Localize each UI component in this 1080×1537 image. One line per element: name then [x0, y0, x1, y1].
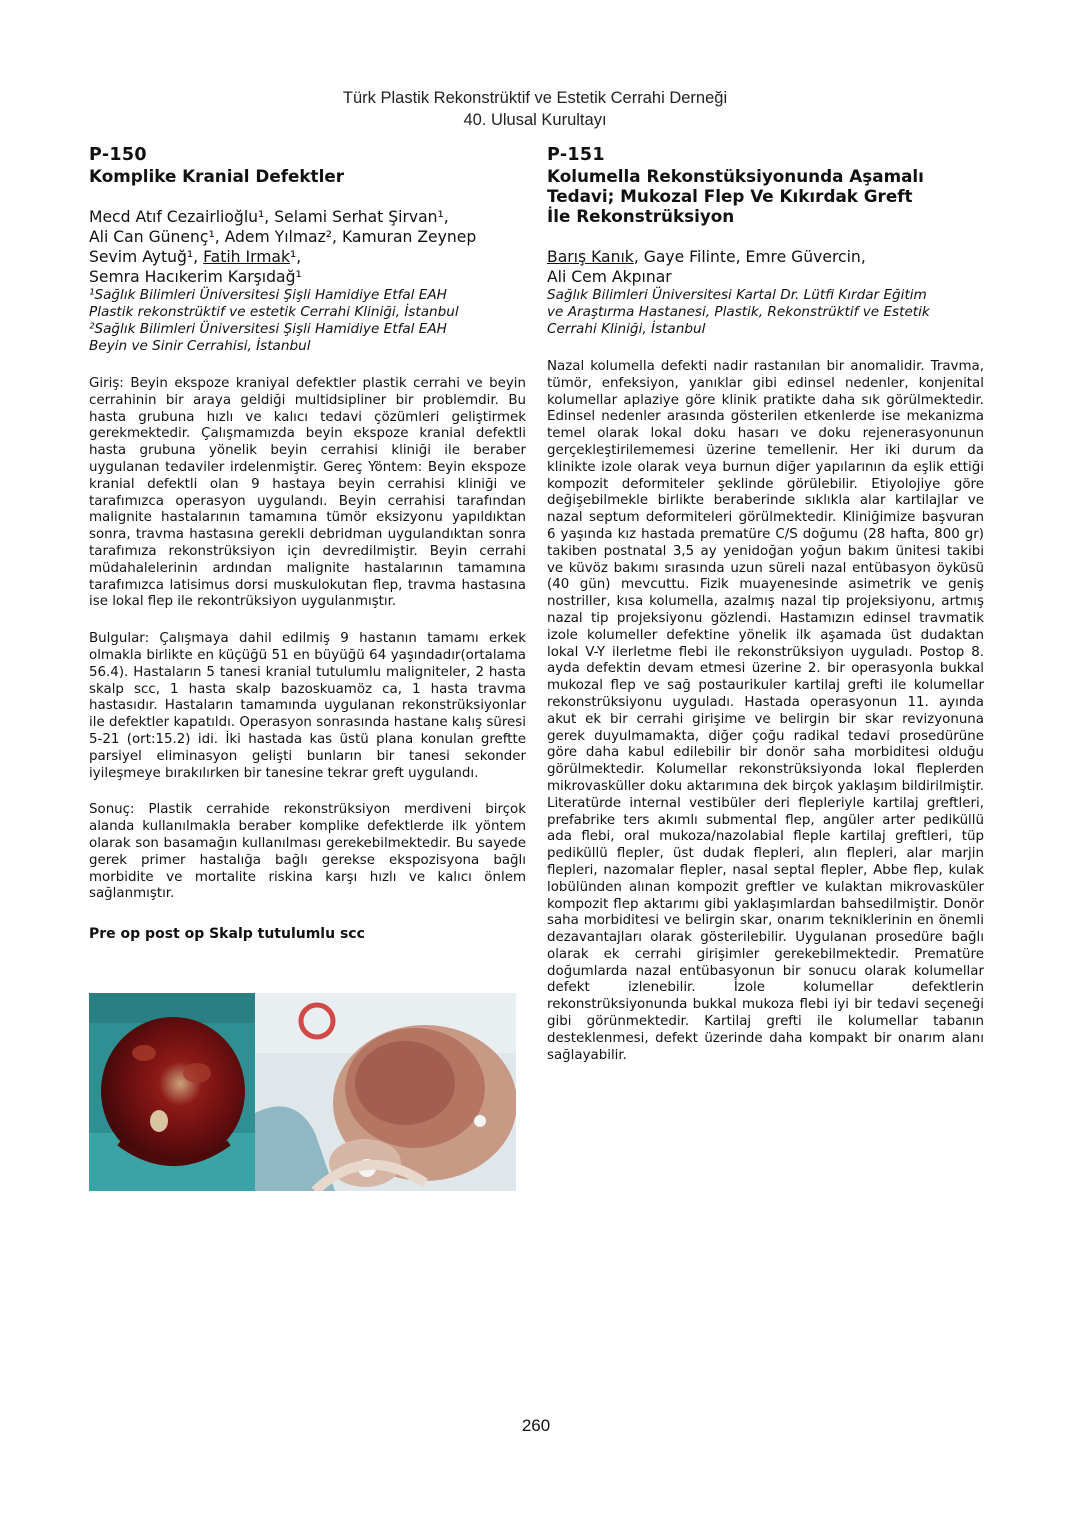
author-text: Sevim Aytuğ¹, [89, 248, 204, 266]
abstract-title: Komplike Kranial Defektler [89, 166, 344, 186]
results-paragraph: Bulgular: Çalışmaya dahil edilmiş 9 hastanın tamamı erkek olmakla birlikte en küçüğü 51 en büyüğü 64 yaşındadır(ortalama 56.4). Hastaların 5 tanesi kranial tutulumlu maligniteler, 2 hasta skalp scc, 1 hasta skalp bazoskuamöz ca, 1 hasta travma hastasıdır. Hastaların tamamında uygulanan rekonstrüksiyonlar ile defektler kapatıldı. Operasyon sonrasında hastane kalış süresi 5-21 (ort:15.2) idi. İki hastada kas üstü plana konulan greftte parsiyel eliminasyon gelişti bunların bir tanesi sekonder iyileşmeye bırakılırken bir tanesine tekrar greft uygulandı. [89, 631, 526, 781]
conclusion-paragraph: Sonuç: Plastik cerrahide rekonstrüksiyon merdiveni birçok alanda kullanılmakla beraber komplike defektlerde ilk yöntem olarak son basamağın kullanılması gerekebilmektedir. Bu sayede gerek primer hastalığa bağlı gerekse ekspozisyona bağlı morbidite ve mortalite riskina karşı hızlı ve kalıcı önlem sağlanmıştır. [89, 802, 526, 902]
author-line [547, 247, 984, 267]
figure-caption: Pre op post op Skalp tutulumlu scc [89, 926, 365, 943]
title-line: Tedavi; Mukozal Flep Ve Kıkırdak Greft [547, 186, 913, 206]
presenting-author: Barış Kanık [547, 248, 634, 266]
author-list [547, 247, 984, 287]
header-society: Türk Plastik Rekonstrüktif ve Estetik Cerrahi Derneği [342, 89, 728, 107]
author-line: Ali Cem Akpınar [547, 268, 672, 286]
affiliation-line: ¹Sağlık Bilimleri Üniversitesi Şişli Hamidiye Etfal EAH [89, 287, 447, 303]
header-congress: 40. Ulusal Kurultayı [463, 111, 607, 129]
author-line: Mecd Atıf Cezairlioğlu¹, Selami Serhat Şirvan¹, [89, 208, 449, 226]
title-line: İle Rekonstrüksiyon [547, 206, 735, 226]
clinical-photo [89, 993, 516, 1191]
affiliations [89, 287, 526, 355]
affiliation-line: Cerrahi Kliniği, İstanbul [547, 321, 706, 337]
affiliation-line: Beyin ve Sinir Cerrahisi, İstanbul [89, 338, 311, 354]
abstract-p150 [89, 145, 526, 943]
affiliation-line: Plastik rekonstrüktif ve estetik Cerrahi Kliniği, İstanbul [89, 304, 459, 320]
author-line: Semra Hacıkerim Karşıdağ¹ [89, 268, 302, 286]
conference-header [0, 87, 1070, 131]
author-text: , Gaye Filinte, Emre Güvercin, [633, 248, 866, 266]
affiliation-line: Sağlık Bilimleri Üniversitesi Kartal Dr. Lütfi Kırdar Eğitim [547, 287, 927, 303]
abstract-p151 [547, 145, 984, 1064]
author-text: ¹, [290, 248, 302, 266]
author-list [89, 207, 526, 287]
page-number: 260 [521, 1416, 551, 1435]
affiliation-line: ve Araştırma Hastanesi, Plastik, Rekonstrüktif ve Estetik [547, 304, 930, 320]
abstract-code: P-150 [89, 145, 147, 165]
author-line [89, 247, 526, 267]
abstract-code: P-151 [547, 145, 605, 165]
author-line: Ali Can Günenç¹, Adem Yılmaz², Kamuran Zeynep [89, 228, 477, 246]
affiliations [547, 287, 984, 338]
preop-photo [89, 993, 255, 1191]
affiliation-line: ²Sağlık Bilimleri Üniversitesi Şişli Hamidiye Etfal EAH [89, 321, 447, 337]
title-line: Kolumella Rekonstüksiyonunda Aşamalı [547, 166, 924, 186]
abstract-body-paragraph: Nazal kolumella defekti nadir rastanılan bir anomalidir. Travma, tümör, enfeksiyon, yanıklar gibi edinsel nedenler, konjenital kolumellar aplaziye göre klinik pratikte daha sık görülmektedir. Edinsel nedenler arasında gösterilen etkenlerde ise mekanizma temel olarak lokal doku hasarı ve doku rejenerasyonunun gerçekleştirilememesi üzerine temellenir. Her iki durum da klinikte izole olarak veya burnun diğer yapılarının da eşlik ettiği kompozit deformiteler şeklinde görülebilir. Etiyolojiye göre değişebilmekle birlikte beraberinde sıklıkla alar kartilajlar ve nazal septum deformiteleri görülmektedir. Kliniğimize başvuran 6 yaşında kız hastada prematüre C/S doğumu (28 hafta, 800 gr) takiben postnatal 3,5 ay yenidoğan yoğun bakım ünitesi takibi ve küvöz bakımı sırasında uzun süreli nazal entübasyon öyküsü (40 gün) mevcuttu. Fizik muayenesinde asimetrik ve geniş nostriller, kısa kolumella, azalmış nazal tip projeksiyonu, artmış nazal tip projeksiyonu gözlendi. Hastamızın edinsel travmatik izole kolumeller defektine yönelik ilk aşamada üst dudaktan lokal V-Y ilerletme flebi ile rekonstrüksiyon uyguladı. Postop 8. ayda defektin devam etmesi üzerine 2. bir operasyonla bukkal mukozal flep ve sağ postaurikuler kartilaj grefti ile kolumellar rekonstrüksiyonu uyguladı. Hastada operasyonun 11. ayında akut ek bir cerrahi girişime ve belirgin bir skar revizyonuna gerek duyulmamakta, diğer çoğu radikal tedavi prosedürüne göre daha kabul edilebilir bir donör saha morbiditesi olduğu görülmektedir. Kolumellar rekonstrüksiyonda lokal fleplerden mikrovasküller doku aktarımına dek birçok yaklaşım bildirilmiştir. Literatürde internal vestibüler deri flepleriyle kartilaj greftleri, prefabrike ters akımlı submental flep, angüler arter pediküllü ada flebi, oral mukoza/nazolabial fleple kartilaj greftleri, tüp pediküllü flepler, üst dudak flepleri, alın flepleri, alar marjin flepleri, nazomalar flepler, nasal septal flepler, Abbe flep, kulak lobülünden alınan kompozit greftler ve kulaktan mikrovasküler kompozit flep aktarımı gibi yaklaşımlardan bahsedilmiştir. Donör saha morbiditesi ve belirgin skar, onarım tekniklerinin en önemli dezavantajları olarak gösterilebilir. Uygulanan prosedüre bağlı olarak ek cerrahi girişimler gerekebilmektedir. Prematüre doğumlarda nazal entübasyonun bir sonucu olarak kolumellar defekt izlenebilir. İzole kolumellar defektlerin rekonstrüksiyonunda bukkal mukoza flebi iyi bir tedavi seçeneği gibi görünmektedir. Kartilaj grefti ile kolumellar tabanın desteklenmesi, defekt üzerinde daha kompakt bir onarım alanı sağlayabilir. [547, 359, 984, 1063]
abstract-title [547, 166, 984, 226]
intro-methods-paragraph: Giriş: Beyin ekspoze kraniyal defektler plastik cerrahi ve beyin cerrahinin bir araya geldiği multidsipliner bir problemdir. Bu hasta grubuna hızlı ve kalıcı tedavi çözümleri geliştirmek gerekmektedir. Çalışmamızda beyin ekspoze kranial defektli hasta grubuna yönelik beyin cerrahisi kliniği ile beraber uygulanan tedaviler irdelenmiştir. Gereç Yöntem: Beyin ekspoze kranial defektli olan 9 hastaya beyin cerrahisi kliniği ve tarafımızca operasyon uygulandı. Beyin cerrahisi tarafından malignite hastalarının tamamına tümör eksizyonu yapıldıktan sonra, travma hastasına gerekli debridman uygulandıktan sonra tarafımıza rekonstrüksiyon için devredilmiştir. Beyin cerrahi müdahalelerinin ardından malignite hastalarının tamamına tarafımızca latisimus dorsi muskulokutan flep, travma hastasına ise lokal flep ile rekontrüksiyon uygulanmıştır. [89, 376, 526, 610]
presenting-author: Fatih Irmak [203, 248, 291, 266]
postop-photo [255, 993, 516, 1191]
